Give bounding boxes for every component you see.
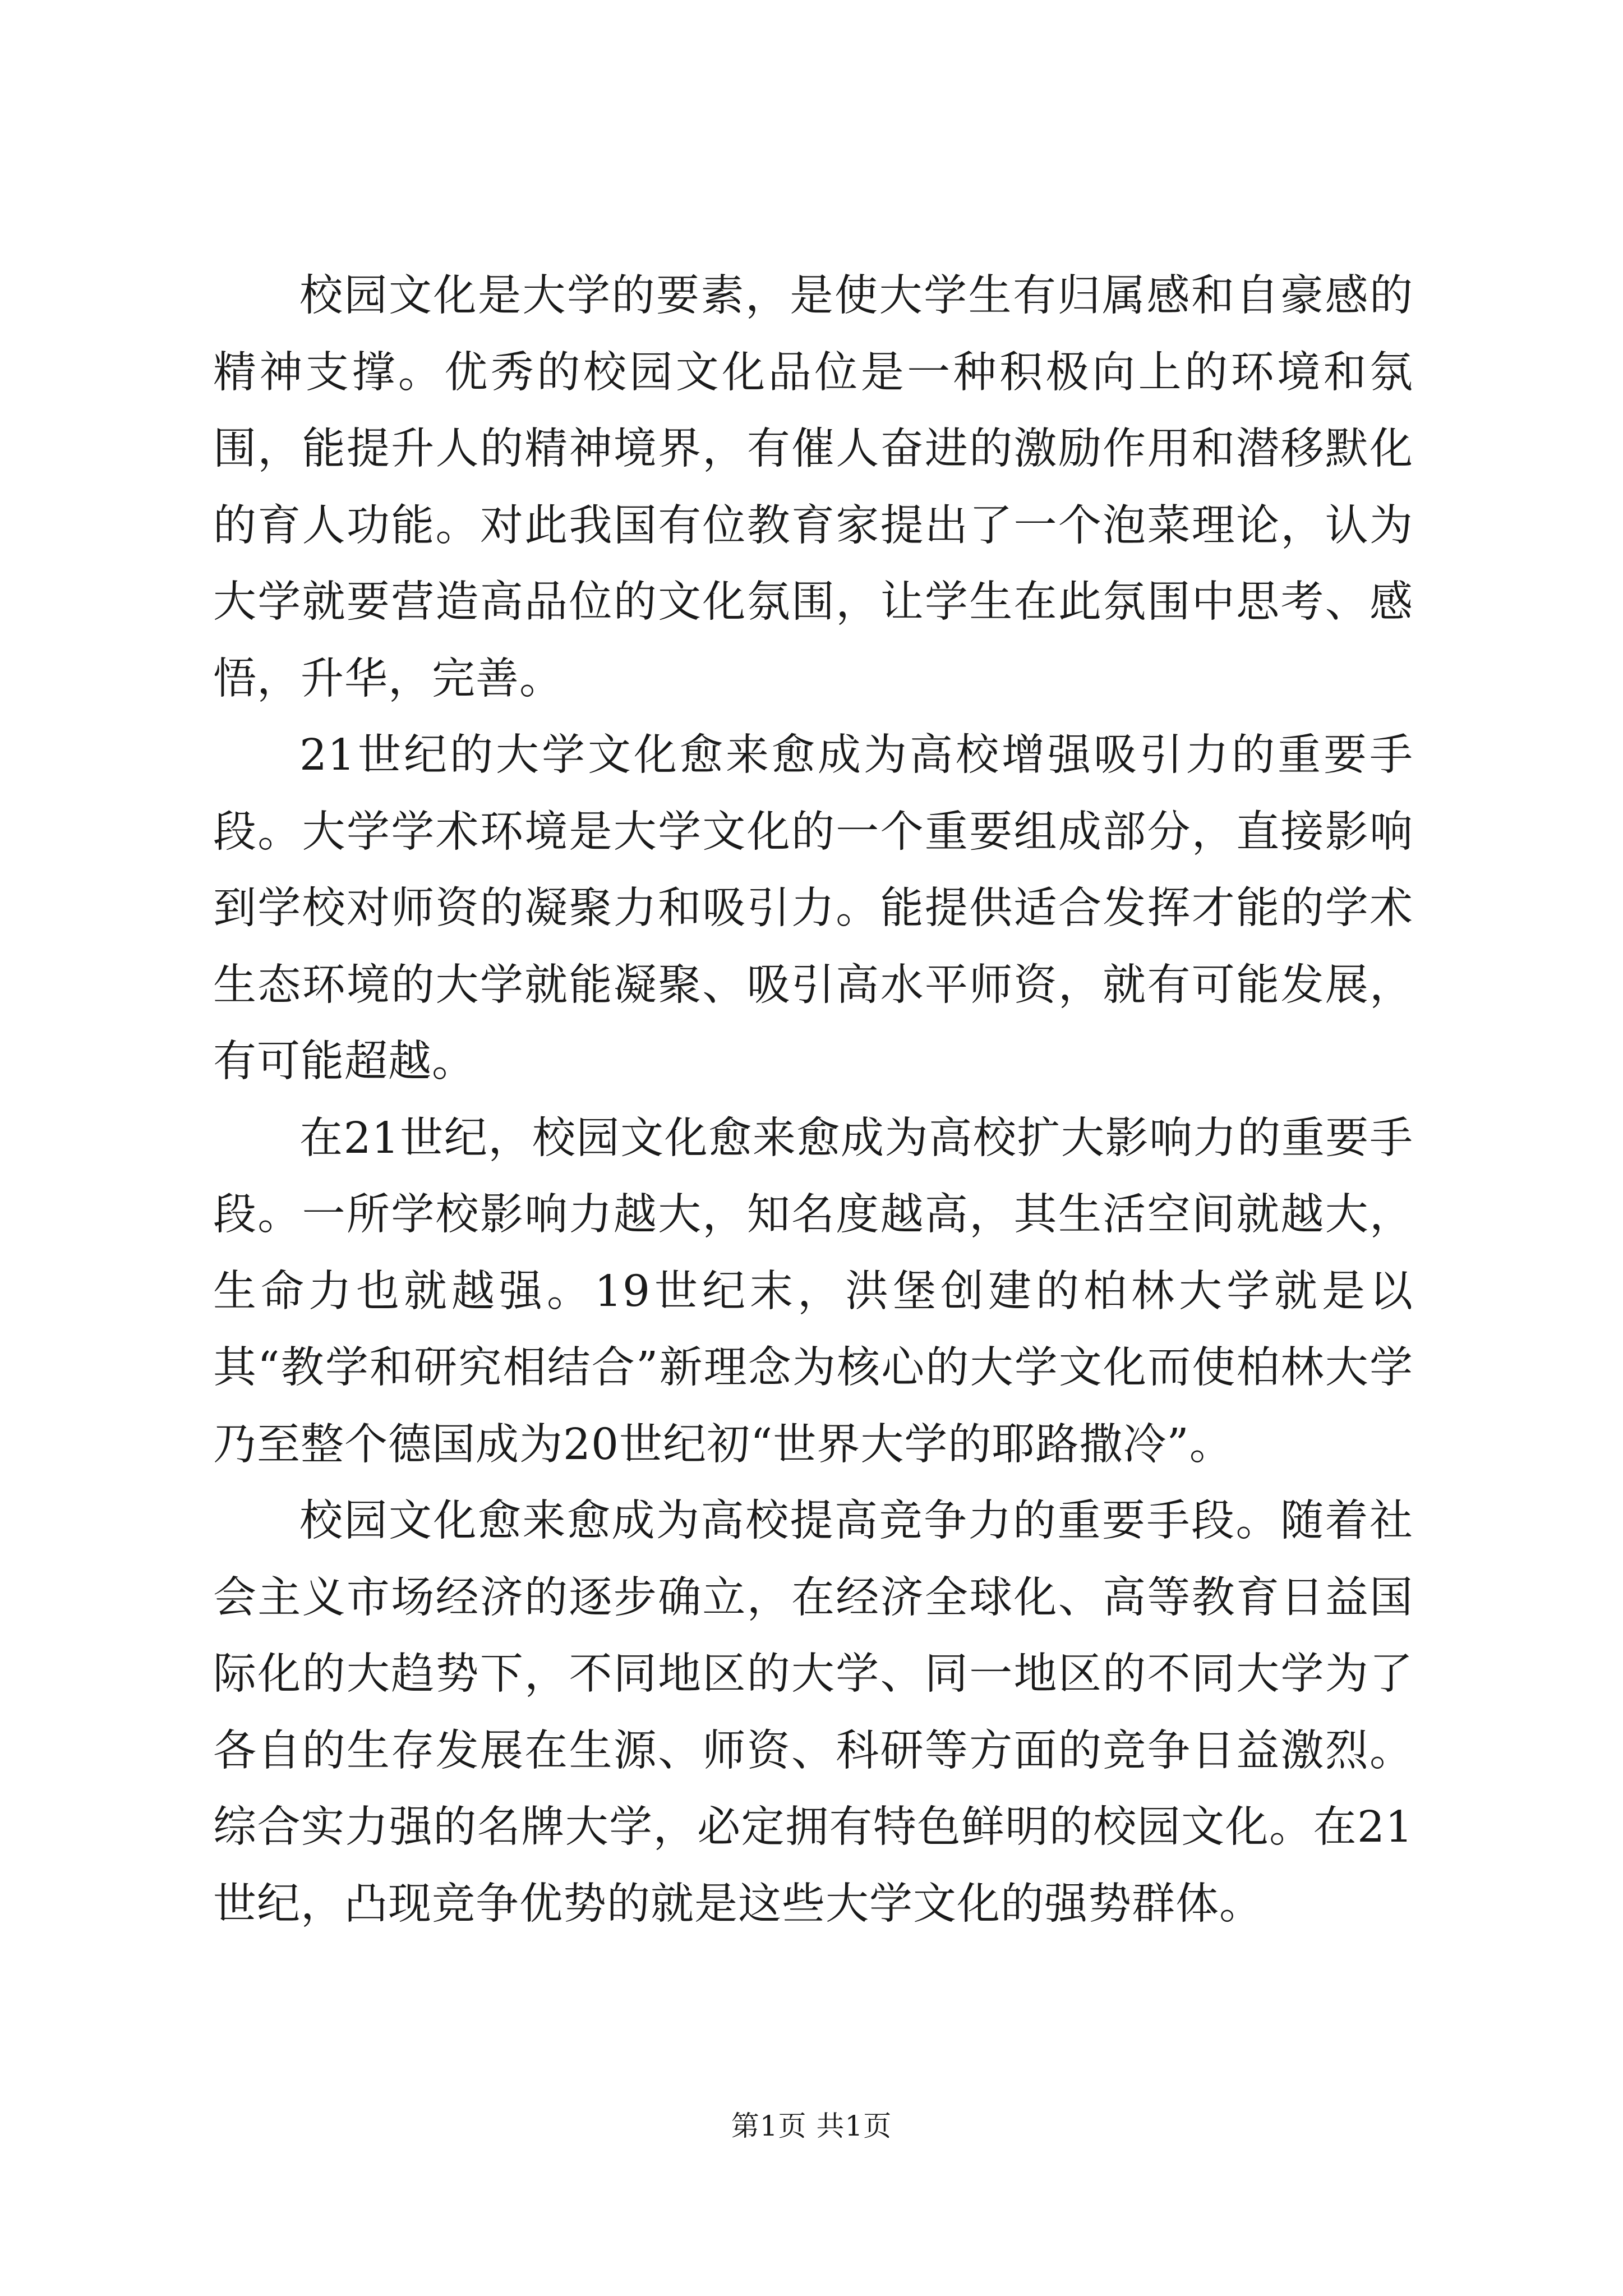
paragraph-competitiveness: 校园文化愈来愈成为高校提高竞争力的重要手段。随着社会主义市场经济的逐步确立，在经济全球化、高等教育日益国际化的大趋势下，不同地区的大学、同一地区的不同大学为了各自的生存发展在生源、师资、科研等方面的竞争日益激烈。综合实力强的名牌大学，必定拥有特色鲜明的校园文化。在21世纪，凸现竞争优势的就是这些大学文化的强势群体。: [213, 1496, 1413, 1929]
page-number-footer: 第1页 共1页: [731, 2110, 892, 2142]
paragraph-influence: 在21世纪，校园文化愈来愈成为高校扩大影响力的重要手段。一所学校影响力越大，知名度越高，其生活空间就越大，生命力也就越强。19世纪末，洪堡创建的柏林大学就是以其“教学和研究相结合”新理念为核心的大学文化而使柏林大学乃至整个德国成为20世纪初“世界大学的耶路撒冷”。: [213, 1113, 1413, 1470]
paragraph-attraction: 21世纪的大学文化愈来愈成为高校增强吸引力的重要手段。大学学术环境是大学文化的一个重要组成部分，直接影响到学校对师资的凝聚力和吸引力。能提供适合发挥才能的学术生态环境的大学就能凝聚、吸引高水平师资，就有可能发展，有可能超越。: [213, 730, 1413, 1087]
document-body: [213, 258, 1413, 1943]
paragraph-campus-culture: 校园文化是大学的要素，是使大学生有归属感和自豪感的精神支撑。优秀的校园文化品位是一种积极向上的环境和氛围，能提升人的精神境界，有催人奋进的激励作用和潜移默化的育人功能。对此我国有位教育家提出了一个泡菜理论，认为大学就要营造高品位的文化氛围，让学生在此氛围中思考、感悟，升华，完善。: [213, 271, 1413, 704]
